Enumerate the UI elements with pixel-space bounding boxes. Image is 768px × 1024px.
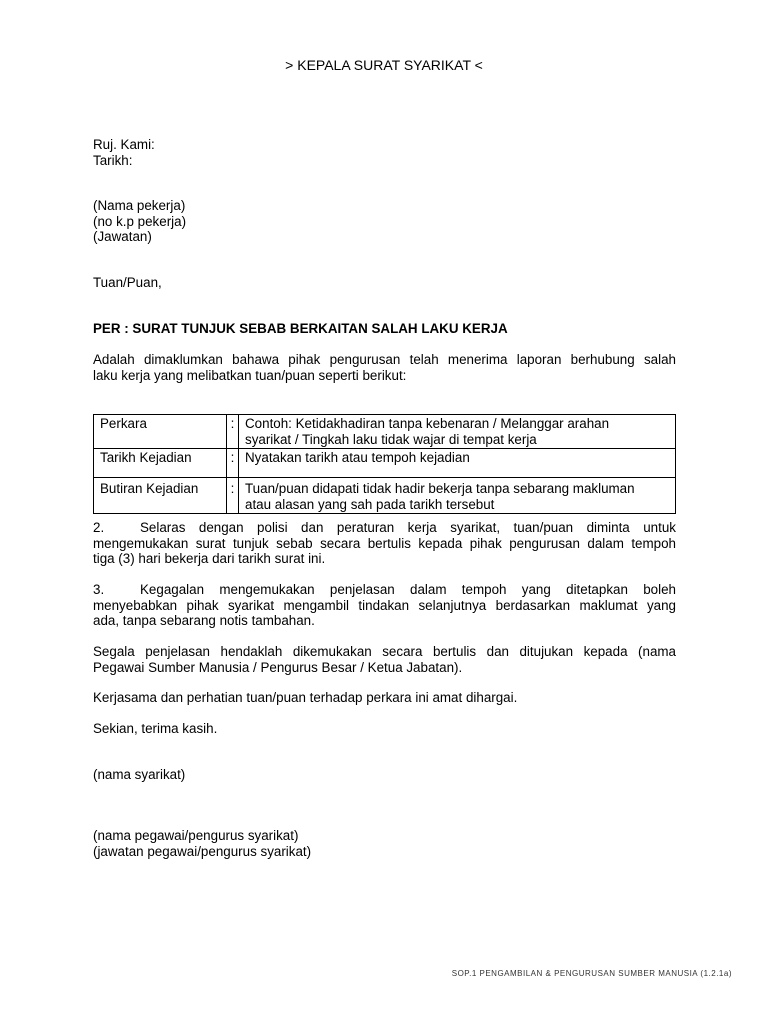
- row-colon: :: [227, 415, 239, 449]
- signatory-position: (jawatan pegawai/pengurus syarikat): [93, 843, 312, 859]
- reference-number-label: Ruj. Kami:: [93, 137, 155, 152]
- paragraph-number: 3.: [93, 582, 105, 597]
- document-footer: SOP.1 PENGAMBILAN & PENGURUSAN SUMBER MANUSIA (1.2.1a): [451, 969, 732, 978]
- intro-paragraph: [93, 352, 676, 383]
- letterhead-title: > KEPALA SURAT SYARIKAT <: [285, 57, 483, 73]
- row-colon: :: [227, 478, 239, 514]
- row-value-line: Tuan/puan didapati tidak hadir bekerja tanpa sebarang makluman: [245, 481, 635, 496]
- table-row: [94, 415, 676, 449]
- paragraph-number: 2.: [93, 520, 105, 535]
- paragraph-text: Selaras dengan polisi dan peraturan kerja syarikat, tuan/puan diminta untuk: [140, 520, 676, 535]
- paragraph-text: tiga (3) hari bekerja dari tarikh surat ini.: [93, 551, 326, 566]
- signatory-name: (nama pegawai/pengurus syarikat): [93, 828, 299, 843]
- row-value: [239, 449, 676, 478]
- row-value-line: atau alasan yang sah pada tarikh tersebut: [245, 496, 495, 512]
- paragraph-text: ada, tanpa sebarang notis tambahan.: [93, 613, 315, 628]
- table-row: [94, 478, 676, 514]
- paragraph-text: Pegawai Sumber Manusia / Pengurus Besar / Ketua Jabatan).: [93, 659, 463, 675]
- row-value-line: Contoh: Ketidakhadiran tanpa kebenaran / Melanggar arahan: [245, 416, 610, 431]
- date-label: Tarikh:: [93, 152, 133, 168]
- recipient-ic: (no k.p pekerja): [93, 213, 187, 229]
- paragraph-text: Segala penjelasan hendaklah dikemukakan secara bertulis dan ditujukan kepada (nama: [93, 644, 676, 659]
- recipient-block: [93, 198, 676, 245]
- paragraph-text: mengemukakan surat tunjuk sebab secara bertulis kepada pihak pengurusan dalam tempoh: [93, 535, 676, 551]
- paragraph-4: [93, 644, 676, 675]
- intro-line: laku kerja yang melibatkan tuan/puan seperti berikut:: [93, 367, 407, 383]
- subject-line: PER : SURAT TUNJUK SEBAB BERKAITAN SALAH LAKU KERJA: [93, 321, 508, 336]
- table-row: [94, 449, 676, 478]
- row-value-line: Nyatakan tarikh atau tempoh kejadian: [245, 450, 470, 465]
- row-label: Perkara: [94, 415, 227, 449]
- paragraph-3: [93, 582, 676, 629]
- recipient-name: (Nama pekerja): [93, 198, 186, 213]
- paragraph-text: menyebabkan pihak syarikat mengambil tindakan selanjutnya berdasarkan maklumat yang: [93, 597, 676, 613]
- row-value: [239, 415, 676, 449]
- row-label: Butiran Kejadian: [94, 478, 227, 514]
- row-colon: :: [227, 449, 239, 478]
- row-value: [239, 478, 676, 514]
- intro-line: Adalah dimaklumkan bahawa pihak pengurusan telah menerima laporan berhubung salah: [93, 352, 676, 367]
- closing-line: Sekian, terima kasih.: [93, 721, 218, 736]
- paragraph-line: [93, 520, 676, 536]
- recipient-position: (Jawatan): [93, 229, 152, 244]
- row-label: Tarikh Kejadian: [94, 449, 227, 478]
- paragraph-5: Kerjasama dan perhatian tuan/puan terhadap perkara ini amat dihargai.: [93, 690, 518, 705]
- company-name: (nama syarikat): [93, 767, 186, 782]
- incident-details-table: [93, 414, 676, 514]
- paragraph-text: Kegagalan mengemukakan penjelasan dalam tempoh yang ditetapkan boleh: [140, 582, 676, 597]
- paragraph-line: [93, 582, 676, 598]
- salutation: Tuan/Puan,: [93, 275, 162, 290]
- signatory-block: [93, 828, 676, 859]
- reference-block: [93, 137, 676, 168]
- row-value-line: syarikat / Tingkah laku tidak wajar di tempat kerja: [245, 431, 537, 447]
- paragraph-2: [93, 520, 676, 567]
